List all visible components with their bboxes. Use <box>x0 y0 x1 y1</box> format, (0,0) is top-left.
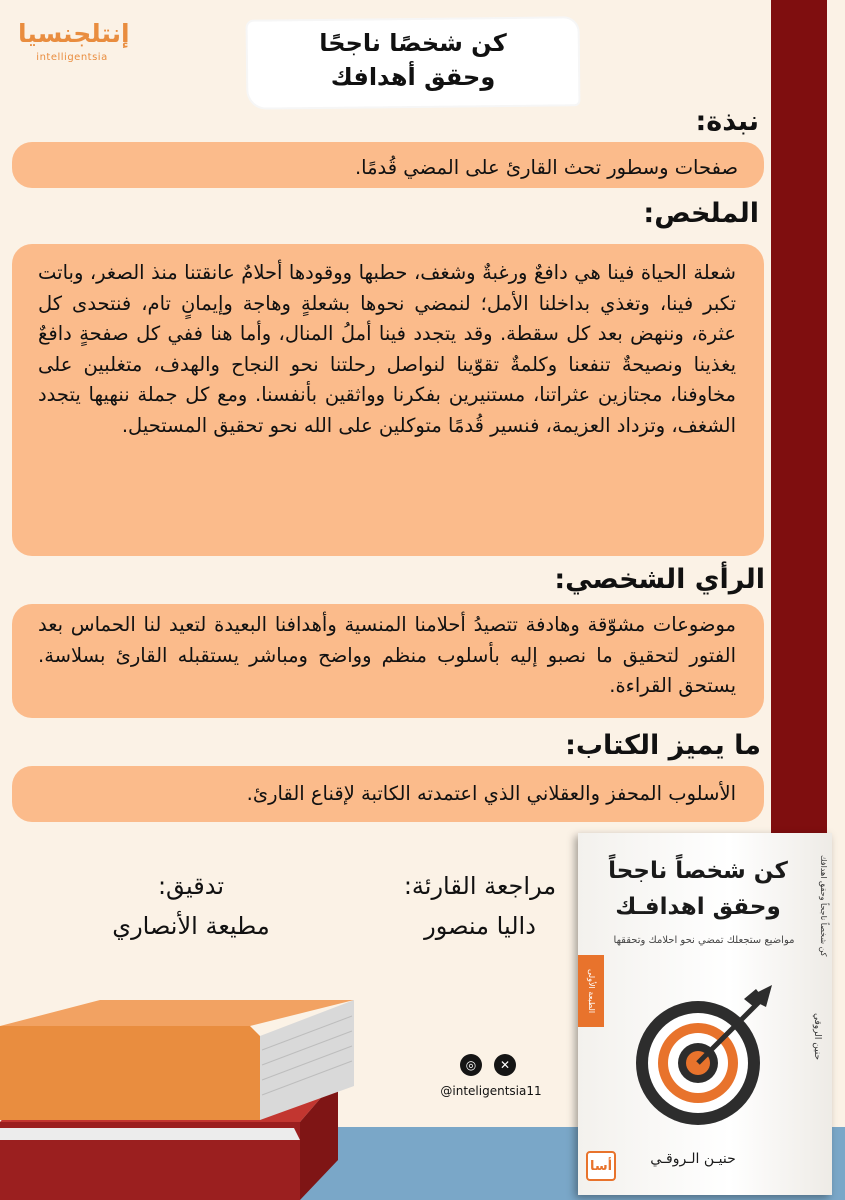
instagram-icon[interactable]: ◎ <box>460 1054 482 1076</box>
cover-subtitle: مواضيع ستجعلك تمضي نحو احلامك وتحققها <box>613 935 795 946</box>
title-line-1: كن شخصًا ناجحًا <box>319 29 507 57</box>
proofreader-label: تدقيق: <box>157 872 225 900</box>
page-title <box>248 26 578 94</box>
x-icon[interactable]: ✕ <box>494 1054 516 1076</box>
target-icon <box>626 981 776 1131</box>
bio-text: صفحات وسطور تحث القارئ على المضي قُدمًا. <box>354 156 738 179</box>
cover-title <box>598 853 798 925</box>
features-box <box>12 766 764 822</box>
reviewer-label: مراجعة القارئة: <box>403 872 557 900</box>
reviewer-credit <box>380 866 580 946</box>
logo-english: intelligentsia <box>36 52 108 63</box>
bio-box <box>12 142 764 188</box>
summary-box <box>12 244 764 556</box>
proofreader-credit <box>76 866 306 946</box>
brand-logo <box>18 14 130 74</box>
cover-author-side: حنين الروقي <box>812 1013 822 1061</box>
bottom-book-pages <box>0 1128 300 1140</box>
cover-spine-text: كن شخصاً ناجحاً وحقق اهدافك <box>819 855 828 957</box>
opinion-heading: الرأي الشخصي: <box>554 564 765 595</box>
books-illustration <box>0 990 370 1200</box>
summary-heading: الملخص: <box>643 198 759 229</box>
opinion-text: موضوعات مشوّقة وهادفة تتصيدُ أحلامنا المنسية وأهدافنا البعيدة لتعيد لنا الحماس بعد الفتور لتحقيق ما نصبو إليه بأسلوب منظم وواضح ومباشر يستقبله القارئ بسلاسة. يستحق القراءة. <box>38 613 736 697</box>
cover-title-line-2: وحقق اهدافـك <box>615 894 781 920</box>
publisher-logo: أسا <box>586 1151 616 1181</box>
title-line-2: وحقق أهدافك <box>330 63 496 91</box>
social-handle[interactable]: @inteligentsia11 <box>440 1084 542 1098</box>
cover-edition-badge: الطبعة الأولى <box>578 955 604 1027</box>
proofreader-name: مطيعة الأنصاري <box>112 912 270 940</box>
cover-title-line-1: كن شخصاً ناجحاً <box>608 858 788 884</box>
cover-author: حنيـن الـروقـي <box>650 1151 736 1167</box>
summary-text: شعلة الحياة فينا هي دافعٌ ورغبةٌ وشغف، حطبها ووقودها أحلامٌ عانقتنا منذ الصغر، وباتت تكبر فينا، وتغذي بداخلنا الأمل؛ لنمضي نحوها بشعلةٍ وهاجة وإيمانٍ تام، فنتحدى كل عثرة، وننهض بعد كل سقطة. وقد يتجدد فينا أملُ المنال، وأما هنا ففي كل صفحةٍ دافعٌ يغذينا ونصيحةٌ تنفعنا وكلمةٌ تقوّينا لنواصل رحلتنا نحو النجاح والهدف، متغلبين على مخاوفنا، مجتازين عثراتنا، مستنيرين بفكرنا وواثقين بأنفسنا. ومع كل جملة ننهيها يتجدد الشغف، وتزداد العزيمة، فنسير قُدمًا متوكلين على الله نحو تحقيق المستحيل. <box>38 261 736 437</box>
logo-arabic: إنتلجنسيا <box>18 19 130 48</box>
bio-heading: نبذة: <box>695 106 759 137</box>
reviewer-name: داليا منصور <box>424 912 536 940</box>
top-book-front <box>0 1026 260 1120</box>
opinion-box <box>12 604 764 718</box>
features-text: الأسلوب المحفز والعقلاني الذي اعتمدته الكاتبة لإقناع القارئ. <box>246 782 736 805</box>
book-cover <box>578 833 832 1195</box>
features-heading: ما يميز الكتاب: <box>565 730 761 761</box>
